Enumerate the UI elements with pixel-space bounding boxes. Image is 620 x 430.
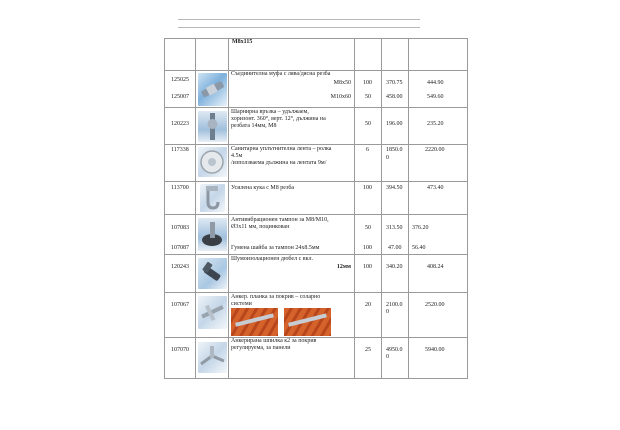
item-code: 113700 [171,185,189,191]
table-row [165,108,468,145]
item-description-line: /използваема дължина на лентата 9м/ [231,160,327,166]
item-total: 235.20 [427,121,444,127]
item-price: 196.00 [386,121,403,127]
item-price: 340.20 [386,264,403,270]
item-code: 125007 [171,94,189,100]
item-total: 2520.00 [425,302,445,308]
table-row [165,293,468,338]
item-description-line: регулируема, за панели [231,345,291,351]
item-description-line: 4.5м [231,153,243,159]
item-price-cont: 0 [386,309,389,315]
noise-dowel-icon [198,258,227,289]
item-description-line: Анкер. планка за покрив – соларно [231,294,321,300]
coupling-sleeve-icon [198,73,227,106]
item-code: 120223 [171,121,189,127]
item-size: M8x50 [333,80,351,86]
item-price-cont: 0 [386,155,389,161]
roof-photo-1 [231,308,278,336]
item-total: 473.40 [427,185,444,191]
item-code: 107070 [171,347,189,353]
hook-icon [200,184,225,212]
item-qty: 100 [363,245,372,251]
item-description-line: Шарнирна връзка – удължаем, [231,109,309,115]
header-rule-top [178,19,420,20]
item-price: 2100.0 [386,302,403,308]
item-price: 370.75 [386,80,403,86]
item-total: 549.60 [427,94,444,100]
item-description-line: резбата 14мм, M8 [231,123,277,129]
item-code: 107067 [171,302,189,308]
item-code: 107083 [171,225,189,231]
item-size-note: 12мм [336,264,351,270]
item-qty: 50 [365,94,371,100]
item-qty: 20 [365,302,371,308]
table-header-row [165,39,468,71]
item-total: 376.20 [412,225,429,231]
item-size: M10x60 [330,94,351,100]
roof-anchor-bolt-icon [198,342,227,373]
item-qty: 25 [365,347,371,353]
sealing-tape-roll-icon [198,147,227,177]
item-description: Усилена кука с M8 резба [231,185,295,191]
item-qty: 100 [363,80,372,86]
item-description-line: Антивибрационен тампон за M8/M10, [231,217,329,223]
item-total: 408.24 [427,264,444,270]
item-description-line: Санитарна уплътнителна лента – ролка [231,146,332,152]
table-row [165,71,468,108]
item-code: 107087 [171,245,189,251]
item-description-line: хоризонт. 360°, верт. 12°, дължина на [231,116,326,122]
table-row [165,182,468,215]
item-code: 125025 [171,77,189,83]
item-description-line: Анкерирана шпилка к2 за покрив [231,338,317,344]
item-description: Шумоизолационен дюбел с вкл. [231,256,313,262]
item-description: Съединителна муфа с лява/дясна резба [231,71,331,77]
item-price: 313.50 [386,225,403,231]
item-qty: 6 [366,147,369,153]
roof-photo-2 [284,308,331,336]
table-row [165,338,468,379]
item-qty: 50 [365,225,371,231]
item-qty: 50 [365,121,371,127]
item-code: 120243 [171,264,189,270]
item-price: 1850.0 [386,147,403,153]
item-total: 5940.00 [425,347,445,353]
item-total: 56.40 [412,245,426,251]
item-price: 394.50 [386,185,403,191]
catalog-table [164,38,468,379]
table-row [165,215,468,255]
roof-anchor-plate-icon [198,296,227,329]
item-qty: 100 [363,264,372,270]
anti-vibration-pad-icon [198,218,227,251]
item-code: 117338 [171,147,189,153]
item-price: 458.00 [386,94,403,100]
item-price: 4950.0 [386,347,403,353]
item-total: 444.90 [427,80,444,86]
item-description: Гумена шайба за тампон 24х8.5мм [231,245,320,251]
item-price-cont: 0 [386,354,389,360]
item-price: 47.00 [388,245,402,251]
header-rule-bottom [178,27,420,28]
hinge-joint-icon [198,111,227,142]
header-title: M8x115 [232,39,253,45]
table-row [165,255,468,293]
item-description-line: системи [231,301,252,307]
item-qty: 100 [363,185,372,191]
table-row [165,145,468,182]
item-total: 2220.00 [425,147,445,153]
item-description-line: Ø3х11 мм, поцинкован [231,224,290,230]
